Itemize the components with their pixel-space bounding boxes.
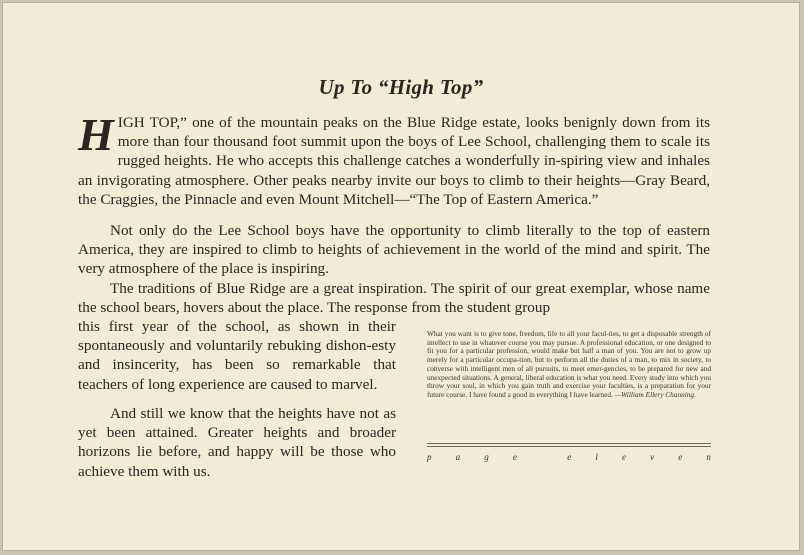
page-letter: v bbox=[650, 452, 655, 462]
paragraph-intro-text: IGH TOP,” one of the mountain peaks on the Blue Ridge estate, looks benignly down from its more than four thousand foot summit upon the boys of Lee School, challenging them to scale its rugged heights. He who accepts this challenge catches a wonderfully in-spiring view and inhales an invigorating atmosphere. Other peaks nearby invite our boys to climb to their heights—Gray Beard, the Craggies, the Pinnacle and even Mount Mitchell—“The Top of Eastern America.” bbox=[78, 114, 710, 208]
page-letter: n bbox=[706, 452, 711, 462]
page-letter: e bbox=[567, 452, 572, 462]
page-letter-spacer bbox=[541, 452, 543, 462]
page-letter: e bbox=[678, 452, 683, 462]
divider-rule bbox=[427, 443, 711, 444]
drop-cap: H bbox=[78, 109, 114, 160]
page-letter: a bbox=[455, 452, 461, 462]
page-letter: p bbox=[427, 452, 432, 462]
divider-rule bbox=[427, 446, 711, 447]
paragraph-intro bbox=[78, 109, 710, 209]
paragraph-opportunity: Not only do the Lee School boys have the opportunity to climb literally to the top of eastern America, they are inspired to climb to heights of achievement in the world of the mind and spirit. The very atmosphere of the place is inspiring. bbox=[78, 222, 710, 278]
page-title: Up To “High Top” bbox=[318, 75, 484, 99]
sidebar-quote bbox=[427, 330, 711, 400]
page-letter: l bbox=[595, 452, 598, 462]
page-number bbox=[427, 452, 711, 462]
page-letter: g bbox=[484, 452, 489, 462]
page-letter: e bbox=[512, 452, 517, 462]
paragraph-heights: And still we know that the heights have not as yet been attained. Greater heights and broader horizons lie before, and happy will be those who achieve them with us. bbox=[78, 405, 396, 480]
paragraph-traditions: The traditions of Blue Ridge are a great inspiration. The spirit of our great exemplar, whose name the school bears, hovers about the place. The response from the student group bbox=[78, 280, 710, 317]
page-letter: e bbox=[622, 452, 627, 462]
paragraph-student-group: this first year of the school, as shown in their spontaneously and voluntarily rebuking dishon-esty and insincerity, has been so remarkable that teachers of long experience are caused to marvel. bbox=[78, 318, 396, 393]
document-page bbox=[2, 2, 800, 551]
quote-attribution: —William Ellery Channing. bbox=[614, 389, 696, 399]
quote-text: What you want is to give tone, freedom, life to all your facul-ties, to get a disposable strength of intellect to use in whatever course you may pursue. A professional education, or one designed to fit you for a particular profession, would make but half a man of you. You are not to grow up merely for a particular occupa-tion, but to perform all the duties of a man, to mix in society, to converse with intelligent men of all pursuits, to meet emer-gencies, to be prepared for new and unexpected situations. A general, liberal education is what you need. Every study into which you throw your soul, in which you gain truth and exercise your faculties, is a preparation for your future course. I have found a good in everything I have learned. bbox=[427, 329, 711, 399]
